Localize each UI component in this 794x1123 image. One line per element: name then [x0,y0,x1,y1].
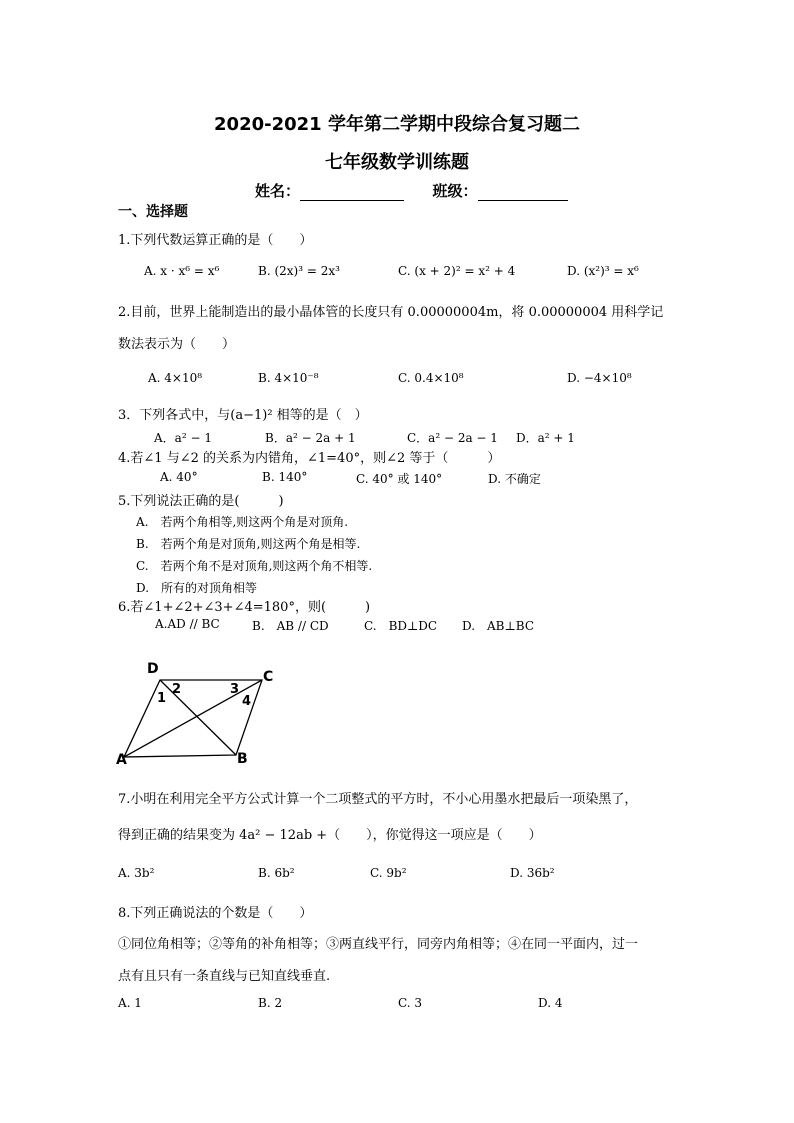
q2-option-c[interactable]: C. 0.4×10⁸ [398,371,464,385]
q3-stem: 3．下列各式中，与(a−1)² 相等的是（ ） [118,408,368,423]
exam-title: 2020-2021 学年第二学期中段综合复习题二 [214,114,580,135]
q8-body-line1: ①同位角相等；②等角的补角相等；③两直线平行，同旁内角相等；④在同一平面内，过一 [118,937,639,952]
q5-option-d[interactable]: D. 所有的对顶角相等 [136,581,258,595]
q2-stem-line1: 2.目前，世界上能制造出的最小晶体管的长度只有 0.00000004m，将 0.00000004 用科学记 [118,305,664,320]
q4-option-c[interactable]: C. 40° 或 140° [356,472,443,486]
q5-option-c[interactable]: C. 若两个角不是对顶角,则这两个角不相等. [136,559,373,573]
q2-stem-line2: 数法表示为（ ） [118,337,236,352]
q2-option-b[interactable]: B. 4×10⁻⁸ [258,371,319,385]
q7-stem-line1: 7.小明在利用完全平方公式计算一个二项整式的平方时，不小心用墨水把最后一项染黑了， [118,792,638,807]
class-blank[interactable] [478,184,568,201]
q4-stem: 4.若∠1 与∠2 的关系为内错角，∠1=40°，则∠2 等于（ ） [118,451,501,466]
q7-option-b[interactable]: B. 6b² [258,866,295,880]
q6-stem: 6.若∠1+∠2+∠3+∠4=180°，则( ) [118,600,371,615]
diagonal-ac [124,680,262,757]
q6-option-d[interactable]: D. AB⊥BC [462,619,535,633]
angle-2-label: 2 [172,682,182,697]
q1-stem: 1.下列代数运算正确的是（ ） [118,233,313,248]
q2-option-d[interactable]: D. −4×10⁸ [567,371,632,385]
q5-option-a[interactable]: A. 若两个角相等,则这两个角是对顶角. [136,515,349,529]
angle-1-label: 1 [157,691,167,706]
q3-option-d[interactable]: D．a² + 1 [516,431,575,445]
q4-option-d[interactable]: D. 不确定 [488,472,541,486]
q4-option-a[interactable]: A. 40° [160,470,198,484]
vertex-c-label: C [263,669,274,685]
q8-option-d[interactable]: D. 4 [538,996,563,1010]
q2-option-a[interactable]: A. 4×10⁸ [148,371,203,385]
q3-option-c[interactable]: C．a² − 2a − 1 [407,431,498,445]
parallelogram-figure [112,655,287,770]
q1-option-d[interactable]: D. (x²)³ = x⁶ [567,264,639,278]
name-label: 姓名： [255,182,301,200]
q8-option-a[interactable]: A. 1 [118,996,142,1010]
q1-option-a[interactable]: A. x · x⁶ = x⁶ [144,264,220,278]
q7-option-c[interactable]: C. 9b² [370,866,407,880]
q4-option-b[interactable]: B. 140° [262,470,308,484]
angle-3-label: 3 [230,682,240,697]
q1-option-b[interactable]: B. (2x)³ = 2x³ [258,264,340,278]
name-blank[interactable] [300,184,404,201]
vertex-d-label: D [147,661,159,677]
q7-stem-line2: 得到正确的结果变为 4a² − 12ab +（ ），你觉得这一项应是（ ） [118,828,542,843]
q5-option-b[interactable]: B. 若两个角是对顶角,则这两个角是相等. [136,537,361,551]
exam-subtitle: 七年级数学训练题 [325,152,469,173]
q7-option-d[interactable]: D. 36b² [510,866,555,880]
q8-body-line2: 点有且只有一条直线与已知直线垂直. [118,969,331,984]
q3-option-a[interactable]: A．a² − 1 [154,431,212,445]
vertex-b-label: B [237,751,248,767]
student-info-row [255,180,568,201]
q8-stem: 8.下列正确说法的个数是（ ） [118,906,313,921]
q8-option-c[interactable]: C. 3 [398,996,423,1010]
class-label: 班级： [432,182,478,200]
q6-option-c[interactable]: C. BD⊥DC [364,619,438,633]
section-choice-title: 一、选择题 [118,204,188,220]
q6-option-a[interactable]: A.AD // BC [155,617,220,631]
vertex-a-label: A [116,752,127,768]
q7-option-a[interactable]: A. 3b² [118,866,155,880]
angle-4-label: 4 [242,694,252,709]
q8-option-b[interactable]: B. 2 [258,996,283,1010]
q6-option-b[interactable]: B. AB // CD [252,619,329,633]
q1-option-c[interactable]: C. (x + 2)² = x² + 4 [398,264,516,278]
q5-stem: 5.下列说法正确的是( ) [118,494,284,509]
q3-option-b[interactable]: B．a² − 2a + 1 [265,431,356,445]
